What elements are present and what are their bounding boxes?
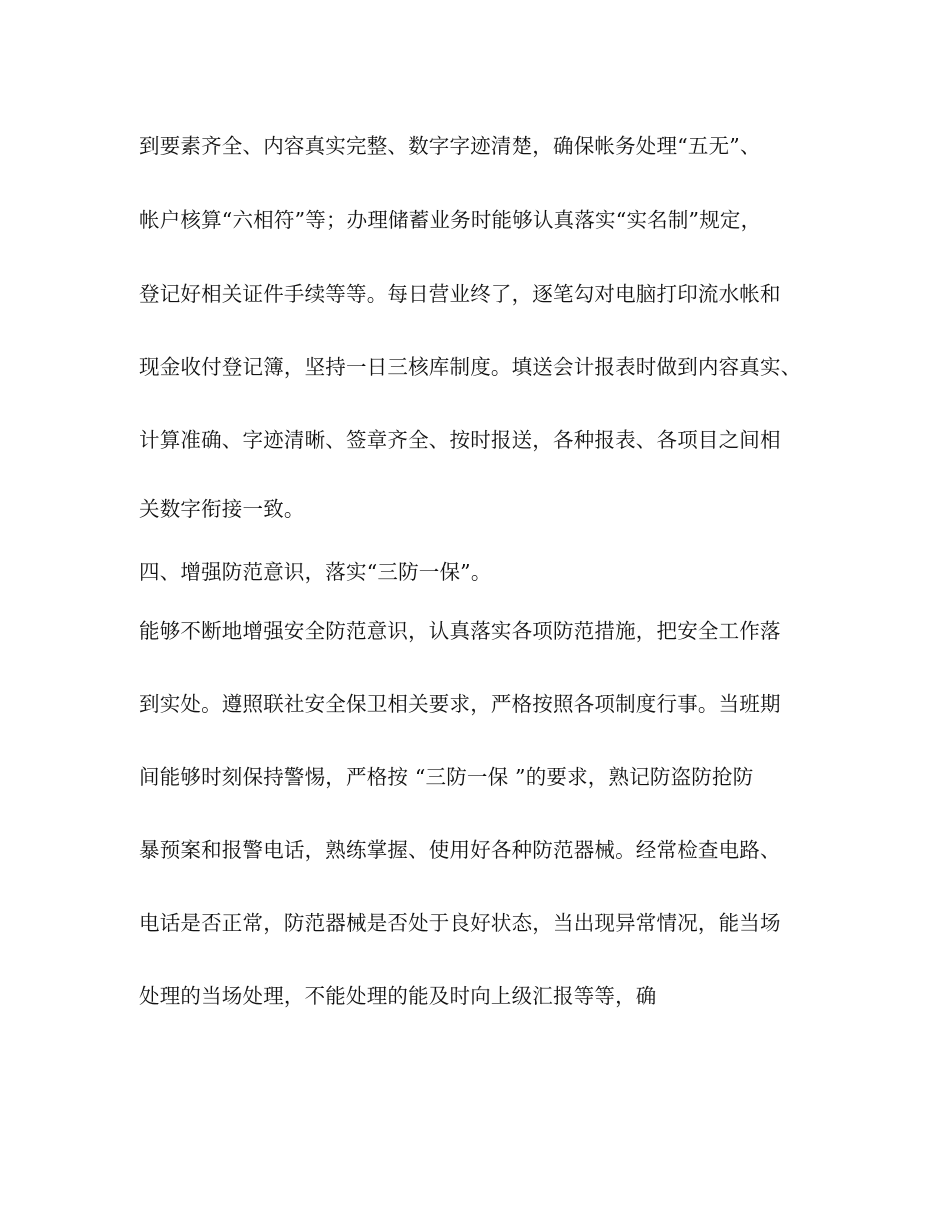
paragraph-1-line-1: 到要素齐全、内容真实完整、数字字迹清楚，确保帐务处理“五无”、 bbox=[139, 134, 761, 158]
paragraph-2-line-6: 处理的当场处理，不能处理的能及时向上级汇报等等，确 bbox=[139, 984, 657, 1008]
paragraph-1-line-5: 计算准确、字迹清晰、签章齐全、按时报送，各种报表、各项目之间相 bbox=[139, 428, 781, 452]
paragraph-2-line-1: 能够不断地增强安全防范意识，认真落实各项防范措施，把安全工作落 bbox=[139, 619, 781, 643]
paragraph-2-line-5: 电话是否正常，防范器械是否处于良好状态，当出现异常情况，能当场 bbox=[139, 911, 781, 935]
paragraph-1-line-2: 帐户核算“六相符”等；办理储蓄业务时能够认真落实“实名制”规定， bbox=[139, 208, 762, 232]
paragraph-2-line-2: 到实处。遵照联社安全保卫相关要求，严格按照各项制度行事。当班期 bbox=[139, 692, 781, 716]
section-heading: 四、增强防范意识，落实“三防一保”。 bbox=[139, 560, 492, 584]
paragraph-1-line-6: 关数字衔接一致。 bbox=[139, 497, 305, 521]
paragraph-2-line-3: 间能够时刻保持警惕，严格按 “三防一保 ”的要求，熟记防盗防抢防 bbox=[139, 765, 754, 789]
paragraph-2-line-4: 暴预案和报警电话，熟练掌握、使用好各种防范器械。经常检查电路、 bbox=[139, 838, 781, 862]
paragraph-1-line-3: 登记好相关证件手续等等。每日营业终了，逐笔勾对电脑打印流水帐和 bbox=[139, 282, 781, 306]
paragraph-1-line-4: 现金收付登记簿，坚持一日三核库制度。填送会计报表时做到内容真实、 bbox=[139, 355, 802, 379]
